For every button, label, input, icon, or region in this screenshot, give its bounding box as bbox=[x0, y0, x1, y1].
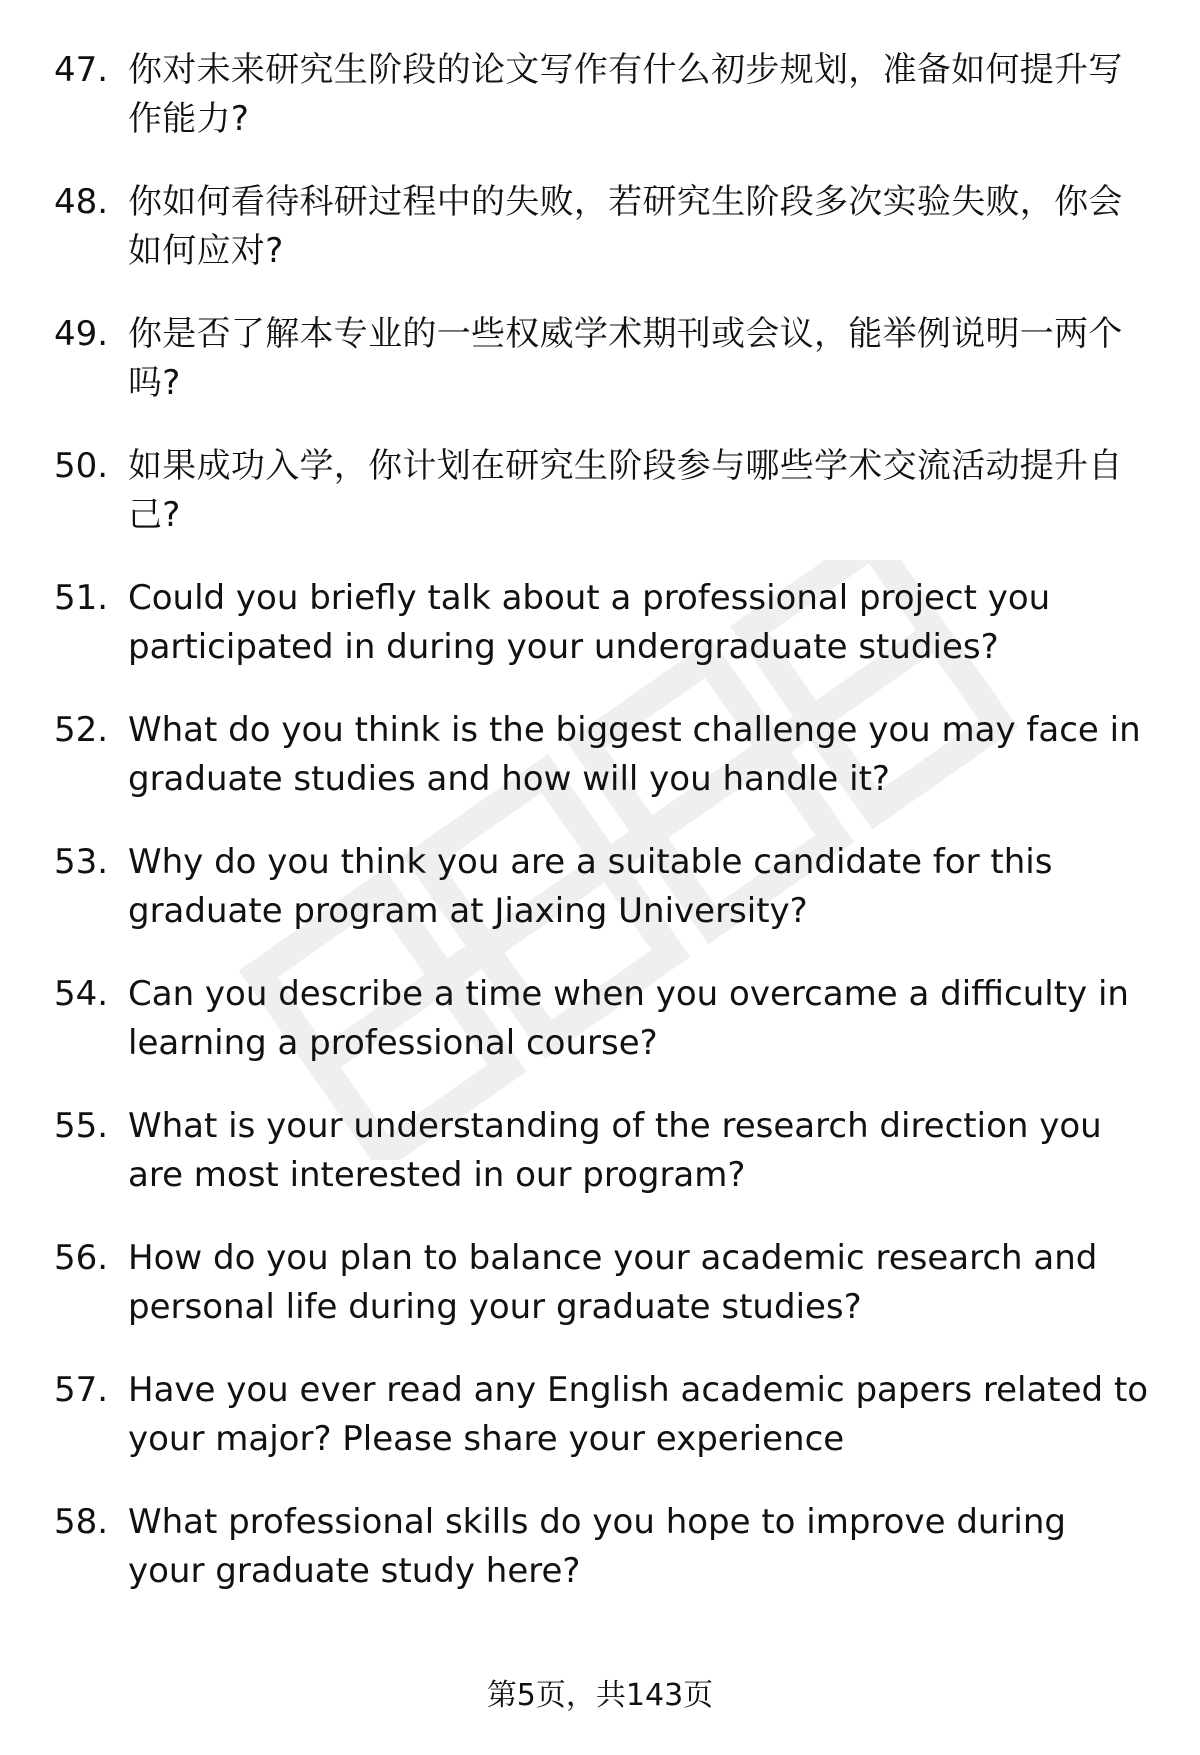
question-number: 47. bbox=[54, 50, 109, 90]
question-text: 你是否了解本专业的一些权威学术期刊或会议，能举例说明一两个吗? bbox=[128, 314, 1123, 403]
question-text: Could you briefly talk about a professional project you participated in during your undergraduate studies? bbox=[128, 578, 1051, 667]
question-number: 52. bbox=[54, 710, 109, 750]
question-number: 50. bbox=[54, 446, 109, 486]
question-text: Can you describe a time when you overcame a difficulty in learning a professional course? bbox=[128, 974, 1129, 1063]
question-text: How do you plan to balance your academic research and personal life during your graduate studies? bbox=[128, 1238, 1098, 1327]
question-text: 你对未来研究生阶段的论文写作有什么初步规划，准备如何提升写作能力? bbox=[128, 50, 1123, 139]
question-number: 56. bbox=[54, 1238, 109, 1278]
question-number: 48. bbox=[54, 182, 109, 222]
question-number: 58. bbox=[54, 1502, 109, 1542]
question-text: What professional skills do you hope to improve during your graduate study here? bbox=[128, 1502, 1067, 1591]
question-number: 57. bbox=[54, 1370, 109, 1410]
question-number: 53. bbox=[54, 842, 109, 882]
question-text: Why do you think you are a suitable candidate for this graduate program at Jiaxing University? bbox=[128, 842, 1053, 931]
question-number: 54. bbox=[54, 974, 109, 1014]
question-text: What do you think is the biggest challenge you may face in graduate studies and how will you handle it? bbox=[128, 710, 1141, 799]
question-text: What is your understanding of the research direction you are most interested in our program? bbox=[128, 1106, 1102, 1195]
question-item bbox=[0, 1102, 1200, 1234]
question-item bbox=[0, 1498, 1200, 1630]
question-item bbox=[0, 574, 1200, 706]
question-text: 如果成功入学，你计划在研究生阶段参与哪些学术交流活动提升自己? bbox=[128, 446, 1123, 535]
question-item bbox=[0, 46, 1200, 178]
question-item bbox=[0, 310, 1200, 442]
question-item bbox=[0, 838, 1200, 970]
page-number-footer: 第5页，共143页 bbox=[486, 1678, 714, 1713]
question-item bbox=[0, 442, 1200, 574]
question-item bbox=[0, 1366, 1200, 1498]
question-text: 你如何看待科研过程中的失败，若研究生阶段多次实验失败，你会如何应对? bbox=[128, 182, 1123, 271]
question-text: Have you ever read any English academic papers related to your major? Please share your experience bbox=[128, 1370, 1149, 1459]
question-item bbox=[0, 970, 1200, 1102]
question-number: 55. bbox=[54, 1106, 109, 1146]
question-item bbox=[0, 1234, 1200, 1366]
question-item bbox=[0, 706, 1200, 838]
question-number: 49. bbox=[54, 314, 109, 354]
question-list bbox=[0, 46, 1200, 1630]
question-item bbox=[0, 178, 1200, 310]
question-number: 51. bbox=[54, 578, 109, 618]
